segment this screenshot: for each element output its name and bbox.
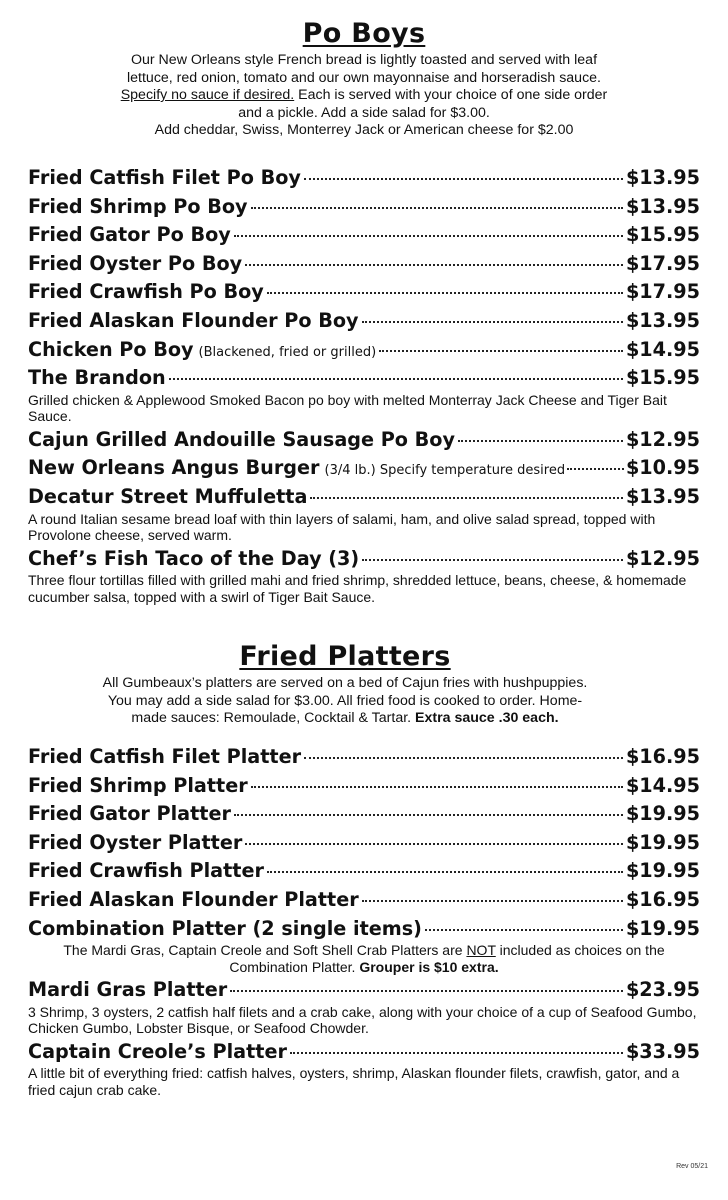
item-name: Fried Crawfish Platter: [28, 859, 264, 883]
item-name: Fried Oyster Po Boy: [28, 251, 243, 275]
combo-note-not: NOT: [466, 942, 496, 959]
menu-item: [28, 888, 700, 917]
item-price: $13.95: [625, 308, 700, 332]
fried-platters-title: Fried Platters: [239, 641, 451, 672]
menu-item: [28, 774, 700, 803]
item-price: $17.95: [625, 280, 700, 304]
item-name: Captain Creole’s Platter: [28, 1039, 287, 1063]
menu-item: [28, 547, 700, 576]
side-order-note: Each is served with your choice of one side order: [294, 87, 608, 103]
dot-leader: [245, 264, 623, 266]
dot-leader: [251, 207, 623, 209]
sauces-note: made sauces: Remoulade, Cocktail & Tartar.: [131, 710, 416, 726]
po-boys-intro-line: Our New Orleans style French bread is lightly toasted and served with leaf: [130, 52, 598, 68]
dot-leader: [234, 814, 623, 816]
item-price: $13.95: [625, 484, 700, 508]
item-price: $15.95: [625, 223, 700, 247]
item-name: Combination Platter (2 single items): [28, 916, 422, 940]
dot-leader: [304, 178, 623, 180]
fried-platters-list: [28, 745, 700, 1101]
menu-item: [28, 978, 700, 1007]
item-name: Fried Catfish Filet Po Boy: [28, 166, 301, 189]
item-name: Fried Oyster Platter: [28, 830, 243, 854]
dot-leader: [425, 929, 623, 931]
menu-item: [28, 745, 700, 774]
item-description: A little bit of everything fried: catfish halves, oysters, shrimp, Alaskan flounder filets, crawfish, gator, and a fried cajun crab cake.: [28, 1065, 680, 1098]
item-description: 3 Shrimp, 3 oysters, 2 catfish half filets and a crab cake, along with your choice of a cup of Seafood Gumbo, Chicken Gumbo, Lobster Bisque, or Seafood Chowder.: [28, 1003, 697, 1037]
po-boys-section: [0, 18, 728, 140]
item-name: New Orleans Angus Burger: [28, 456, 320, 480]
dot-leader: [169, 378, 623, 380]
menu-item: [28, 338, 700, 367]
combo-note-text: The Mardi Gras, Captain Creole and Soft Shell Crab Platters are: [63, 942, 467, 959]
item-price: $15.95: [625, 366, 700, 390]
combination-note: [28, 942, 700, 975]
revision-label: Rev 05/21: [676, 1163, 708, 1170]
item-name: Fried Catfish Filet Platter: [28, 745, 302, 768]
item-description: Three flour tortillas filled with grilled mahi and fried shrimp, shredded lettuce, beans, cheese, & homemade cucumber salsa, topped with a swirl of Tiger Bait Sauce.: [28, 572, 687, 605]
item-price: $17.95: [625, 251, 700, 275]
po-boys-intro-line: [0, 87, 728, 105]
dot-leader: [362, 559, 623, 561]
item-price: $12.95: [625, 546, 700, 570]
menu-item: [28, 166, 700, 195]
item-price: $13.95: [625, 194, 700, 218]
item-price: $19.95: [625, 859, 700, 883]
menu-item: [28, 252, 700, 281]
extra-sauce-note: Extra sauce .30 each.: [415, 710, 559, 726]
menu-item: [28, 366, 700, 395]
item-name: Fried Crawfish Po Boy: [28, 280, 264, 304]
menu-item: [28, 456, 700, 485]
item-name: Fried Gator Platter: [28, 802, 231, 826]
dot-leader: [379, 350, 623, 352]
item-price: $33.95: [625, 1039, 700, 1063]
dot-leader: [234, 235, 623, 237]
item-name: Fried Alaskan Flounder Platter: [28, 887, 359, 911]
dot-leader: [362, 321, 623, 323]
item-price: $19.95: [625, 802, 700, 826]
dot-leader: [267, 871, 623, 873]
item-note: (Blackened, fried or grilled): [198, 344, 377, 360]
item-name: Fried Shrimp Platter: [28, 773, 248, 797]
dot-leader: [230, 990, 623, 992]
dot-leader: [567, 468, 624, 470]
item-price: $16.95: [625, 887, 700, 911]
dot-leader: [245, 843, 623, 845]
item-price: $14.95: [625, 773, 700, 797]
po-boys-intro-line: lettuce, red onion, tomato and our own mayonnaise and horseradish sauce.: [127, 69, 601, 86]
menu-item: [28, 1040, 700, 1069]
item-note: (3/4 lb.) Specify temperature desired: [324, 463, 566, 479]
menu-item: [28, 280, 700, 309]
menu-item: [28, 802, 700, 831]
item-description: A round Italian sesame bread loaf with thin layers of salami, ham, and olive salad spread, topped with Provolone cheese, served warm.: [28, 510, 656, 544]
item-price: $19.95: [625, 830, 700, 854]
item-name: Decatur Street Muffuletta: [28, 484, 308, 508]
item-price: $13.95: [625, 166, 700, 189]
dot-leader: [304, 757, 623, 759]
menu-item: [28, 195, 700, 224]
item-name: Chicken Po Boy: [28, 337, 194, 361]
dot-leader: [362, 900, 623, 902]
po-boys-list: [28, 166, 700, 608]
fried-platters-intro: [0, 675, 690, 728]
item-price: $23.95: [625, 978, 700, 1002]
dot-leader: [310, 497, 623, 499]
po-boys-intro: [0, 52, 728, 140]
dot-leader: [251, 786, 623, 788]
po-boys-intro-line: Add cheddar, Swiss, Monterrey Jack or American cheese for $2.00: [154, 122, 574, 138]
fried-platters-section: [0, 641, 690, 728]
item-name: Cajun Grilled Andouille Sausage Po Boy: [28, 427, 455, 451]
menu-item: [28, 917, 700, 946]
menu-item: [28, 309, 700, 338]
dot-leader: [458, 440, 623, 442]
item-price: $16.95: [625, 745, 700, 768]
fried-platters-intro-line: All Gumbeaux’s platters are served on a bed of Cajun fries with hushpuppies.: [102, 675, 588, 691]
item-price: $19.95: [625, 916, 700, 940]
po-boys-intro-line: and a pickle. Add a side salad for $3.00.: [238, 104, 490, 121]
menu-item: [28, 859, 700, 888]
fried-platters-intro-line: [0, 710, 690, 728]
item-price: $14.95: [625, 337, 700, 361]
item-name: Fried Alaskan Flounder Po Boy: [28, 308, 359, 332]
fried-platters-intro-line: You may add a side salad for $3.00. All fried food is cooked to order. Home-: [107, 692, 583, 709]
menu-item: [28, 428, 700, 457]
grouper-note: Grouper is $10 extra.: [359, 958, 499, 975]
item-name: The Brandon: [28, 366, 166, 390]
menu-item: [28, 485, 700, 514]
item-name: Chef’s Fish Taco of the Day (3): [28, 546, 360, 570]
combo-note-text: included as choices on the Combination Platter.: [229, 942, 665, 975]
item-price: $10.95: [625, 456, 700, 480]
dot-leader: [267, 292, 623, 294]
item-price: $12.95: [625, 427, 700, 451]
item-name: Mardi Gras Platter: [28, 978, 228, 1002]
no-sauce-note: Specify no sauce if desired.: [120, 87, 295, 103]
dot-leader: [290, 1052, 623, 1054]
item-description: Grilled chicken & Applewood Smoked Bacon po boy with melted Monterray Jack Cheese and Tiger Bait Sauce.: [28, 391, 667, 425]
item-name: Fried Gator Po Boy: [28, 223, 231, 247]
item-name: Fried Shrimp Po Boy: [28, 194, 248, 218]
menu-item: [28, 223, 700, 252]
po-boys-title: Po Boys: [302, 18, 426, 49]
menu-item: [28, 831, 700, 860]
